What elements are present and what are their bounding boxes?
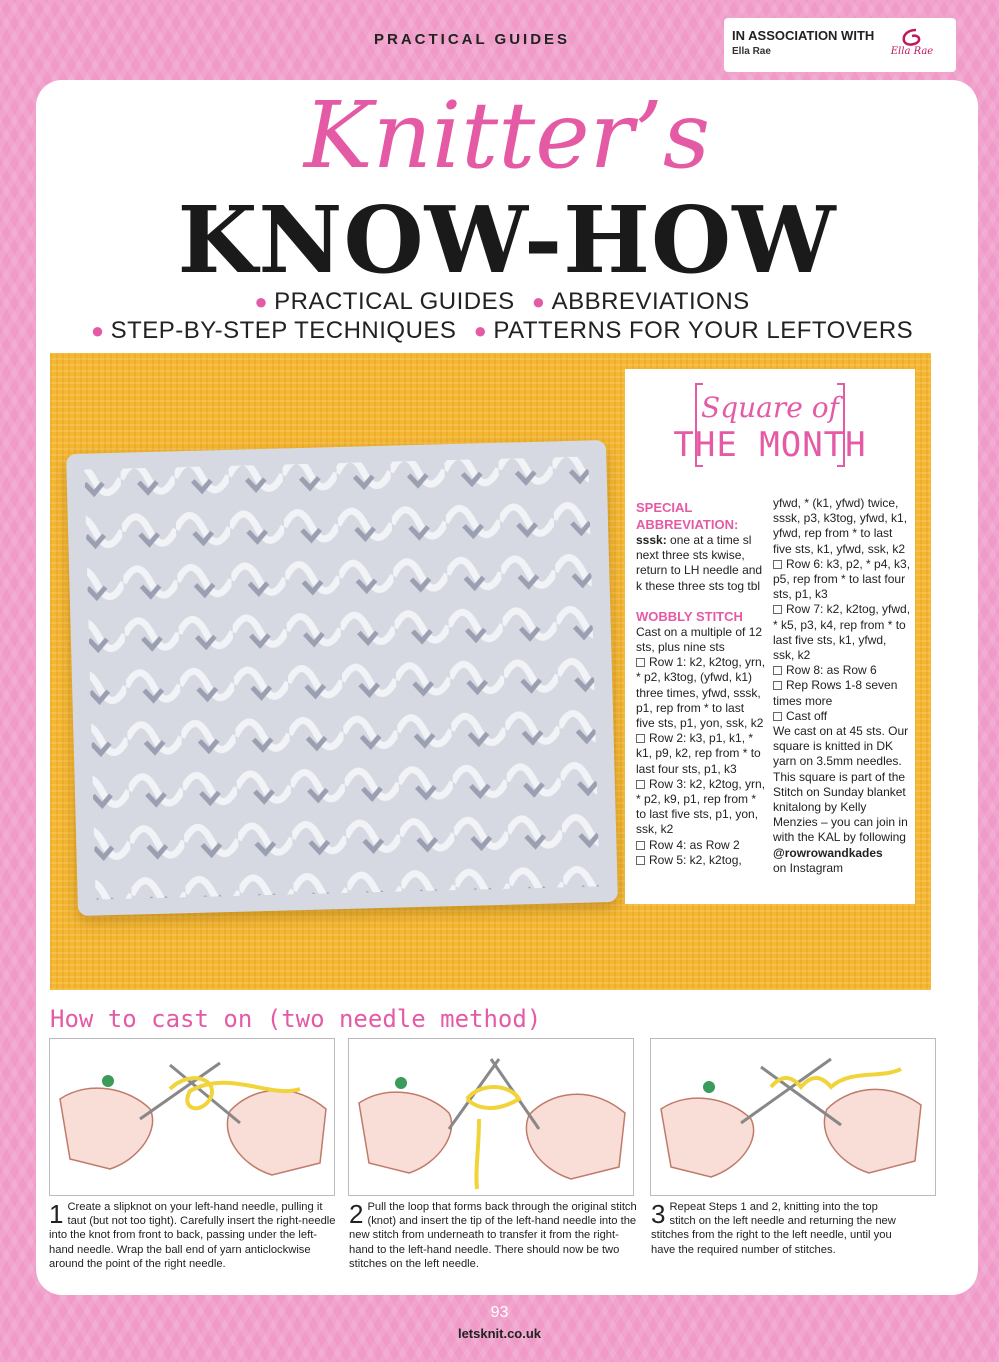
row-1: Row 1: k2, k2tog, yrn, * p2, k3tog, (yfwd, k1) three times, yfwd, sssk, p1, rep from * to last five sts, p1, yon, ssk, k2: [636, 655, 766, 731]
row-2: Row 2: k3, p1, k1, * k1, p9, k2, rep from * to last four sts, p1, k3: [636, 731, 761, 776]
sponsor-box: [724, 18, 956, 72]
instagram-platform: on Instagram: [773, 860, 844, 875]
step-1-text: [49, 1200, 339, 1271]
row-checkbox[interactable]: [773, 712, 782, 721]
cast-on-note: Cast on a multiple of 12 sts, plus nine sts: [636, 624, 763, 655]
row-7: Row 7: k2, k2tog, yfwd, * k5, p3, k4, rep from * to last five sts, k1, yfwd, ssk, k2: [773, 602, 911, 663]
tagline-line-1: [36, 288, 978, 316]
tagline-line-2: [36, 317, 978, 345]
sponsor-logo-text: Ella Rae: [890, 46, 934, 57]
sssk-definition: [636, 533, 766, 594]
row-checkbox[interactable]: [636, 658, 645, 667]
som-script: Square of: [701, 391, 839, 424]
row-checkbox[interactable]: [636, 734, 645, 743]
knitted-swatch: [66, 440, 618, 916]
step-description: Repeat Steps 1 and 2, knitting into the top stitch on the left needle and returning the new stitches from the right to the left needle, until you have the required number of stitches.: [651, 1201, 896, 1256]
pattern-column-2: [773, 496, 911, 876]
bullet-dot-icon: ●: [90, 318, 105, 343]
row-checkbox[interactable]: [636, 856, 645, 865]
row-3: Row 3: k2, k2tog, yrn, * p2, k9, p1, rep from * to last five sts, p1, yon, ssk, k2: [636, 776, 766, 837]
website-link[interactable]: letsknit.co.uk: [457, 1326, 542, 1341]
row-4: Row 4: as Row 2: [649, 837, 740, 852]
som-main: THE MONTH: [673, 425, 867, 465]
pattern-row: [636, 731, 766, 777]
row-checkbox[interactable]: [773, 560, 782, 569]
cast-on-heading: How to cast on (two needle method): [50, 1005, 542, 1033]
step-2-text: [349, 1200, 639, 1271]
row-checkbox[interactable]: [636, 780, 645, 789]
pattern-row: [773, 709, 911, 724]
title-script: Knitter’s: [303, 82, 711, 189]
header-strip: [0, 0, 999, 80]
sponsor-name: Ella Rae: [732, 46, 771, 57]
bullet-dot-icon: ●: [473, 318, 488, 343]
repeat-rows: Rep Rows 1-8 seven times more: [773, 678, 898, 708]
step-3-illustration: [650, 1038, 936, 1196]
square-of-the-month-box: [625, 369, 915, 904]
pattern-column-1: [636, 499, 766, 868]
sssk-term: sssk:: [636, 533, 667, 547]
row-5-continued: yfwd, * (k1, yfwd) twice, sssk, p3, k3tog, yfwd, k1, yfwd, rep from * to last five sts, k1, yfwd, ssk, k2: [773, 496, 908, 556]
pattern-note: We cast on at 45 sts. Our square is knitted in DK yarn on 3.5mm needles. This square is part of the Stitch on Sunday blanket knitalong by Kelly Menzies – you can join in with the KAL by following: [773, 724, 909, 845]
sssk-text: one at a time sl next three sts kwise, return to LH needle and k these three sts tog tbl: [636, 533, 763, 593]
row-checkbox[interactable]: [773, 681, 782, 690]
step-description: Create a slipknot on your left-hand needle, pulling it taut (but not too tight). Carefully insert the right-needle into the knot from front to back, passing under the left-hand needle. Wrap the ball end of yarn anticlockwise around the point of the right needle.: [49, 1201, 336, 1270]
pattern-row: [773, 663, 911, 678]
ella-rae-logo: [882, 24, 942, 68]
hands-needles-illustration: [651, 1039, 931, 1196]
step-2-illustration: [348, 1038, 634, 1196]
sponsor-heading: IN ASSOCIATION WITH: [732, 28, 875, 43]
step-1-illustration: [49, 1038, 335, 1196]
row-checkbox[interactable]: [773, 605, 782, 614]
bullet-dot-icon: ●: [531, 289, 546, 314]
pattern-row: [773, 678, 911, 708]
cast-off: Cast off: [786, 708, 828, 723]
special-abbreviation-heading: SPECIAL ABBREVIATION:: [636, 500, 739, 532]
step-description: Pull the loop that forms back through the original stitch (knot) and insert the tip of the left-hand needle into the new stitch from underneath to transfer it from the right-hand to the left-hand needle. There should now be two stitches on the left needle.: [349, 1201, 637, 1270]
instagram-handle[interactable]: @rowrowandkades: [773, 845, 883, 860]
row-6: Row 6: k3, p2, * p4, k3, p5, rep from * to last four sts, p1, k3: [773, 556, 911, 602]
tagline-item: PRACTICAL GUIDES: [274, 288, 515, 315]
step-number: 1: [49, 1199, 64, 1229]
step-number: 2: [349, 1199, 364, 1229]
pattern-row: [636, 838, 766, 853]
hands-needles-illustration: [50, 1039, 335, 1196]
bullet-dot-icon: ●: [254, 289, 269, 314]
step-number: 3: [651, 1199, 666, 1229]
row-8: Row 8: as Row 6: [786, 663, 877, 678]
tagline-item: ABBREVIATIONS: [551, 288, 750, 315]
page-number: 93: [490, 1304, 509, 1321]
pattern-row: [636, 655, 766, 731]
title-main: KNOW-HOW: [177, 186, 837, 294]
pattern-row: [773, 602, 911, 663]
pattern-row: [773, 557, 911, 603]
tagline-item: PATTERNS FOR YOUR LEFTOVERS: [493, 317, 914, 344]
wobbly-stitch-heading: WOBBLY STITCH: [636, 608, 743, 624]
section-label: PRACTICAL GUIDES: [374, 31, 571, 48]
row-5: Row 5: k2, k2tog,: [649, 852, 742, 867]
hands-needles-illustration: [349, 1039, 634, 1196]
row-checkbox[interactable]: [636, 841, 645, 850]
pattern-row: [636, 853, 766, 868]
pattern-row: [636, 777, 766, 838]
step-3-text: [651, 1200, 907, 1257]
row-checkbox[interactable]: [773, 666, 782, 675]
tagline-item: STEP-BY-STEP TECHNIQUES: [110, 317, 457, 344]
wobbly-stitch-texture: [66, 440, 618, 916]
